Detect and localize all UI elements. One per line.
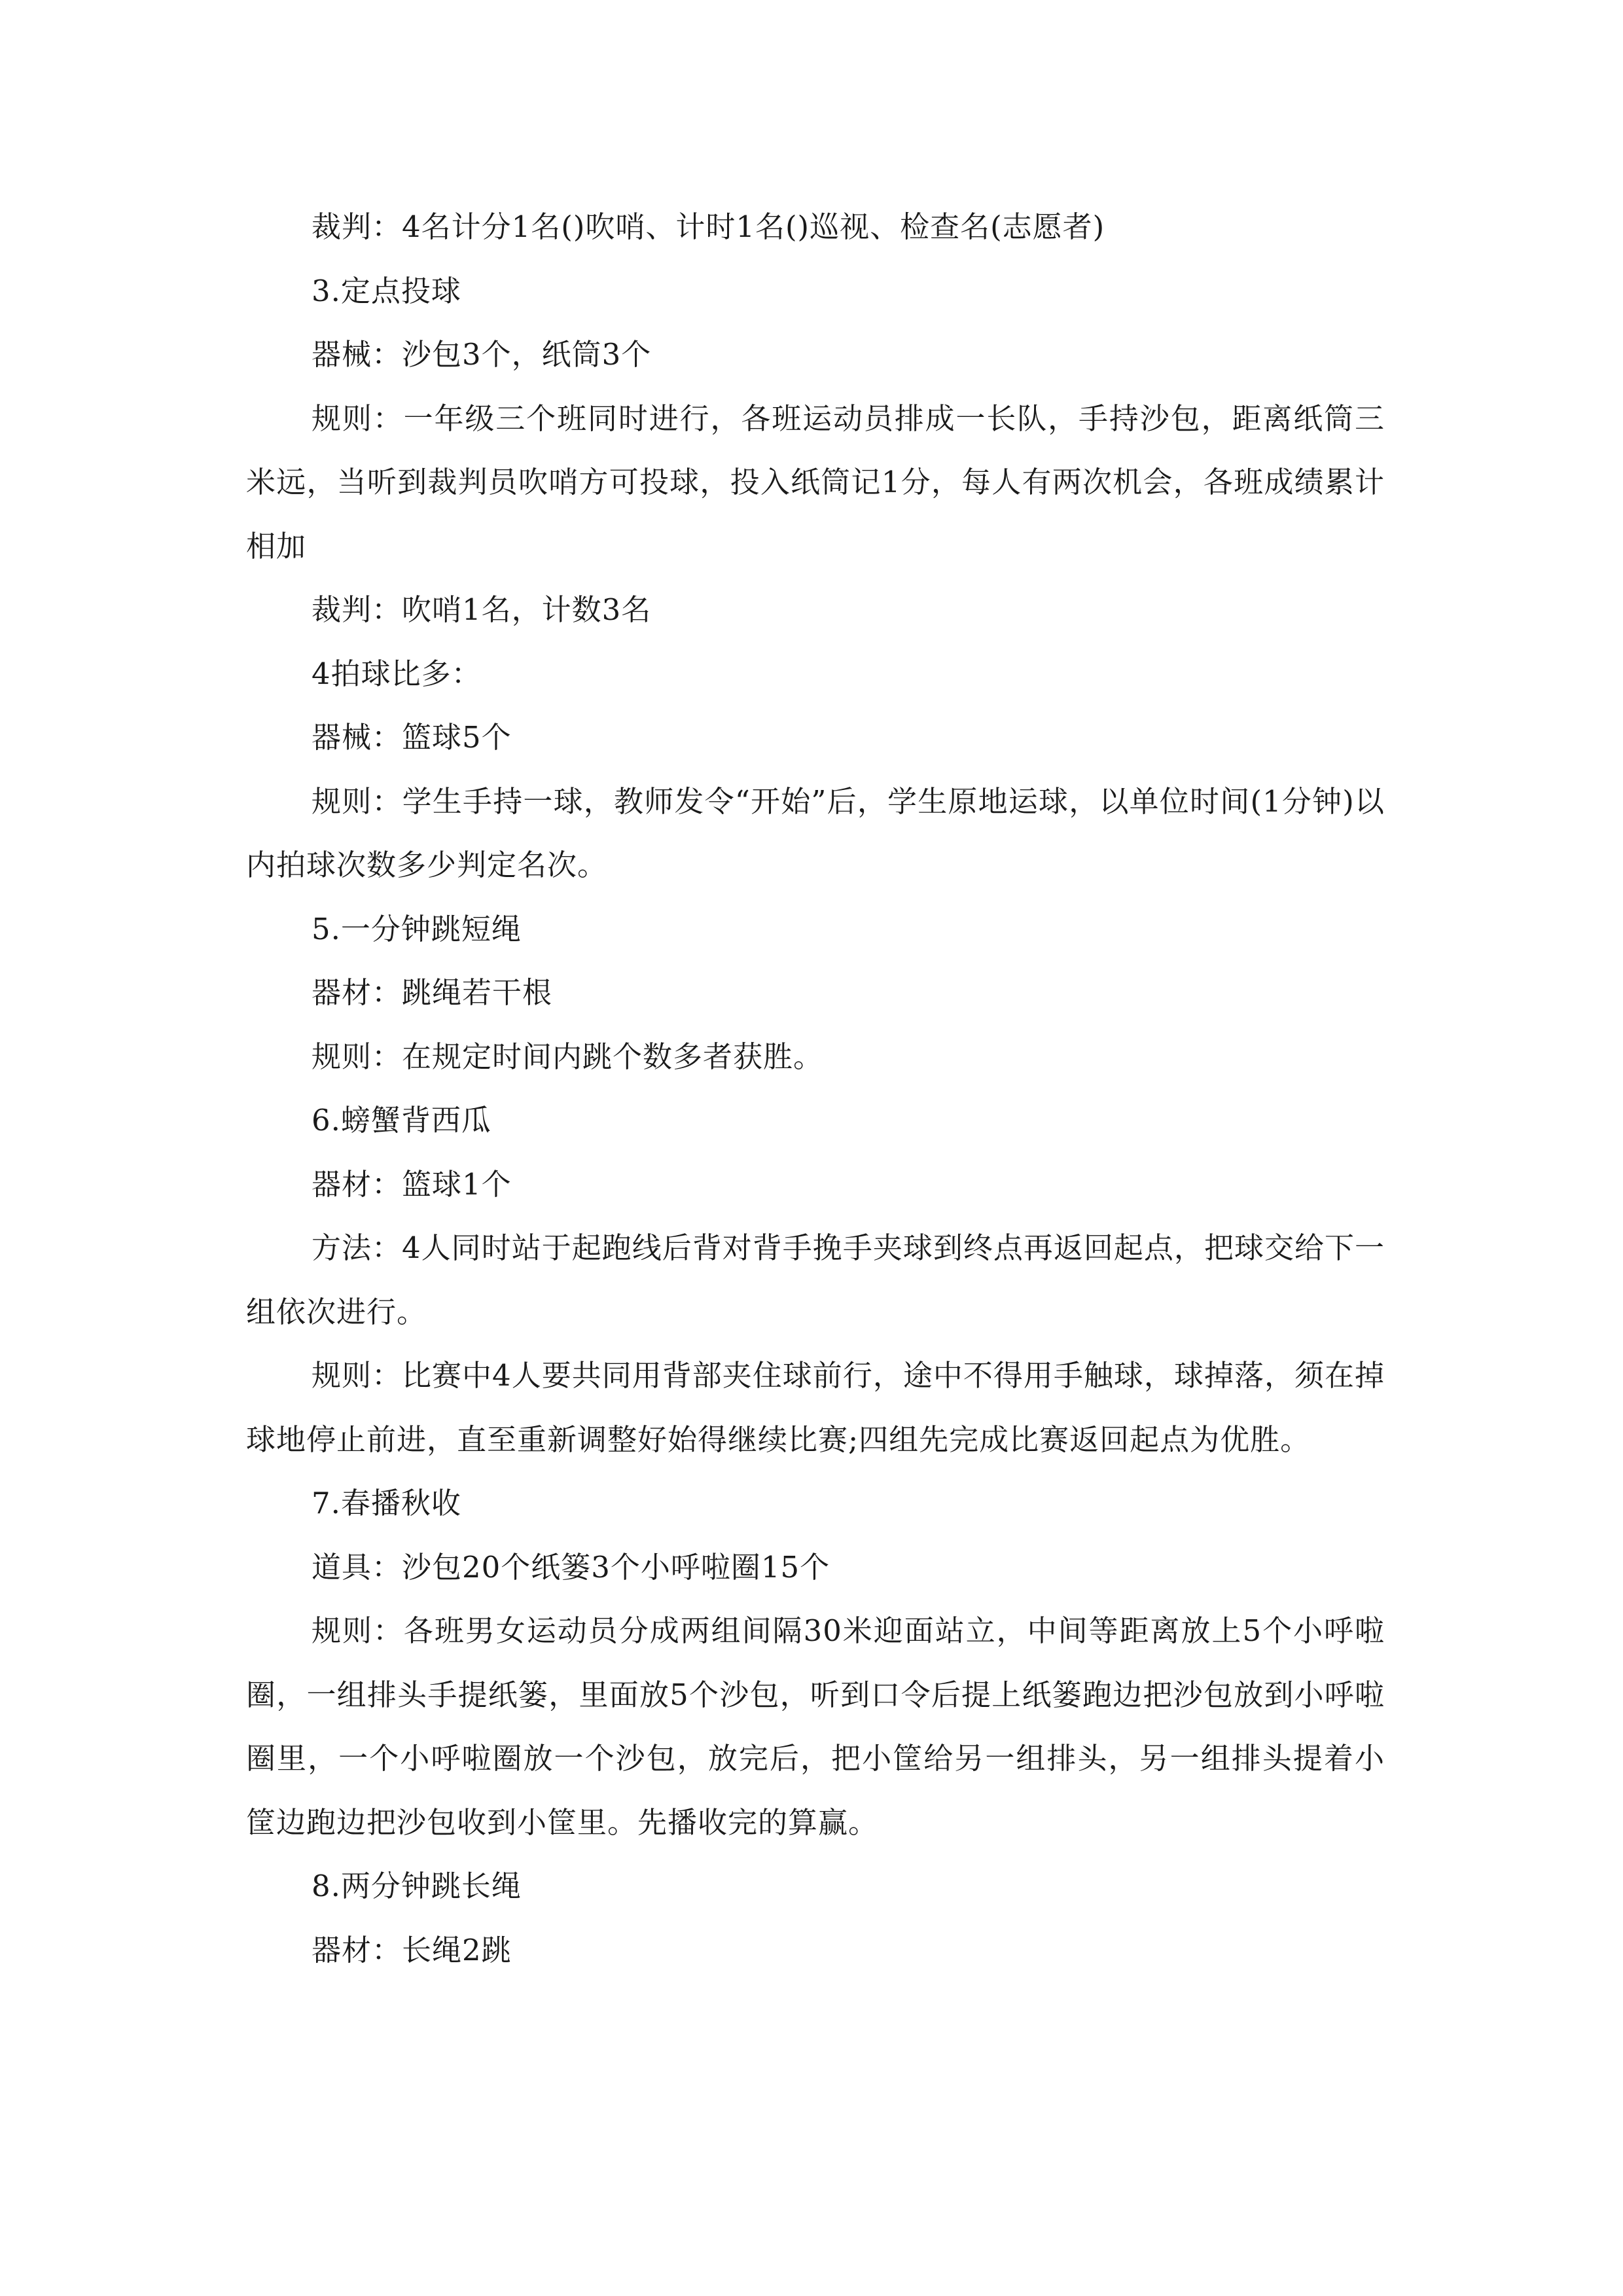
referee-paragraph: 裁判：吹哨1名，计数3名 bbox=[312, 592, 652, 627]
section-heading-ball-bouncing: 4拍球比多： bbox=[312, 656, 482, 691]
rules-paragraph: 规则：比赛中4人要共同用背部夹住球前行，途中不得用手触球，球掉落，须在掉球地停止前进，直至重新调整好始得继续比赛;四组先完成比赛返回起点为优胜。 bbox=[246, 1358, 1385, 1457]
rules-paragraph: 规则：各班男女运动员分成两组间隔30米迎面站立，中间等距离放上5个小呼啦圈，一组排头手提纸篓，里面放5个沙包，听到口令后提上纸篓跑边把沙包放到小呼啦圈里，一个小呼啦圈放一个沙包，放完后，把小筐给另一组排头，另一组排头提着小筐边跑边把沙包收到小筐里。先播收完的算赢。 bbox=[246, 1613, 1385, 1840]
document-body bbox=[246, 195, 1385, 1982]
rules-paragraph: 规则：学生手持一球，教师发令“开始”后，学生原地运球，以单位时间(1分钟)以内拍球次数多少判定名次。 bbox=[246, 783, 1385, 882]
section-heading-crab-watermelon: 6.螃蟹背西瓜 bbox=[312, 1103, 491, 1138]
props-paragraph: 道具：沙包20个纸篓3个小呼啦圈15个 bbox=[312, 1549, 830, 1585]
rules-paragraph: 规则：在规定时间内跳个数多者获胜。 bbox=[312, 1039, 824, 1074]
method-paragraph: 方法：4人同时站于起跑线后背对背手挽手夹球到终点再返回起点，把球交给下一组依次进行。 bbox=[246, 1230, 1385, 1329]
section-heading-long-rope: 8.两分钟跳长绳 bbox=[312, 1869, 522, 1903]
equipment-paragraph: 器械：篮球5个 bbox=[312, 720, 512, 755]
equipment-paragraph: 器材：长绳2跳 bbox=[312, 1932, 512, 1967]
equipment-paragraph: 器材：篮球1个 bbox=[312, 1166, 512, 1202]
rules-paragraph: 规则：一年级三个班同时进行，各班运动员排成一长队，手持沙包，距离纸筒三米远，当听到裁判员吹哨方可投球，投入纸筒记1分，每人有两次机会，各班成绩累计相加 bbox=[246, 401, 1385, 564]
section-heading-spring-sow-autumn-harvest: 7.春播秋收 bbox=[312, 1486, 461, 1520]
equipment-paragraph: 器材：跳绳若干根 bbox=[312, 975, 553, 1010]
section-heading-short-rope: 5.一分钟跳短绳 bbox=[312, 911, 522, 946]
section-heading-fixed-point-throw: 3.定点投球 bbox=[312, 273, 461, 308]
equipment-paragraph: 器械：沙包3个，纸筒3个 bbox=[312, 337, 652, 372]
referee-note-paragraph: 裁判：4名计分1名()吹哨、计时1名()巡视、检查名(志愿者) bbox=[312, 209, 1105, 244]
